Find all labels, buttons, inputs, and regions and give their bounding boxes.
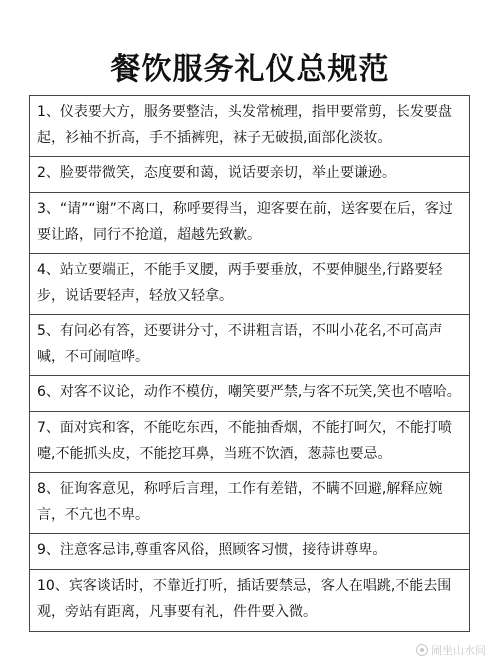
rule-item: 9、注意客忌讳,尊重客风俗，照顾客习惯，接待讲尊卑。	[30, 534, 469, 570]
document-title: 餐饮服务礼仪总规范	[110, 52, 390, 87]
watermark-text: 闹坐山水间	[431, 644, 486, 657]
camera-icon	[416, 644, 428, 656]
rules-table	[29, 95, 470, 632]
rule-item: 3、“请”“谢”不离口，称呼要得当，迎客要在前，送客要在后，客过要让路，同行不抢道，超越先致歉。	[30, 193, 469, 254]
rule-item: 1、仪表要大方，服务要整洁，头发常梳理，指甲要常剪，长发要盘起，衫袖不折高，手不插裤兜，袜子无破损,面部化淡妆。	[30, 96, 469, 157]
rule-item: 6、对客不议论，动作不模仿，嘲笑要严禁,与客不玩笑,笑也不嘻哈。	[30, 376, 469, 412]
rule-item: 4、站立要端正，不能手叉腰，两手要垂放，不要伸腿坐,行路要轻步，说话要轻声，轻放又轻拿。	[30, 254, 469, 315]
rule-item: 5、有问必有答，还要讲分寸，不讲粗言语，不叫小花名,不可高声喊，不可闹喧哗。	[30, 315, 469, 376]
rule-item: 7、面对宾和客，不能吃东西，不能抽香烟，不能打呵欠，不能打喷嚏,不能抓头皮，不能挖耳鼻，当班不饮酒，葱蒜也要忌。	[30, 412, 469, 473]
rule-item: 2、脸要带微笑，态度要和蔼，说话要亲切，举止要谦逊。	[30, 157, 469, 193]
rule-item: 8、征询客意见，称呼后言理，工作有差错，不瞒不回避,解释应婉言，不亢也不卑。	[30, 473, 469, 534]
rule-item: 10、宾客谈话时，不靠近打听，插话要禁忌，客人在唱跳,不能去围观，旁站有距离，凡事要有礼，件件要入微。	[37, 578, 452, 620]
watermark	[416, 642, 486, 658]
